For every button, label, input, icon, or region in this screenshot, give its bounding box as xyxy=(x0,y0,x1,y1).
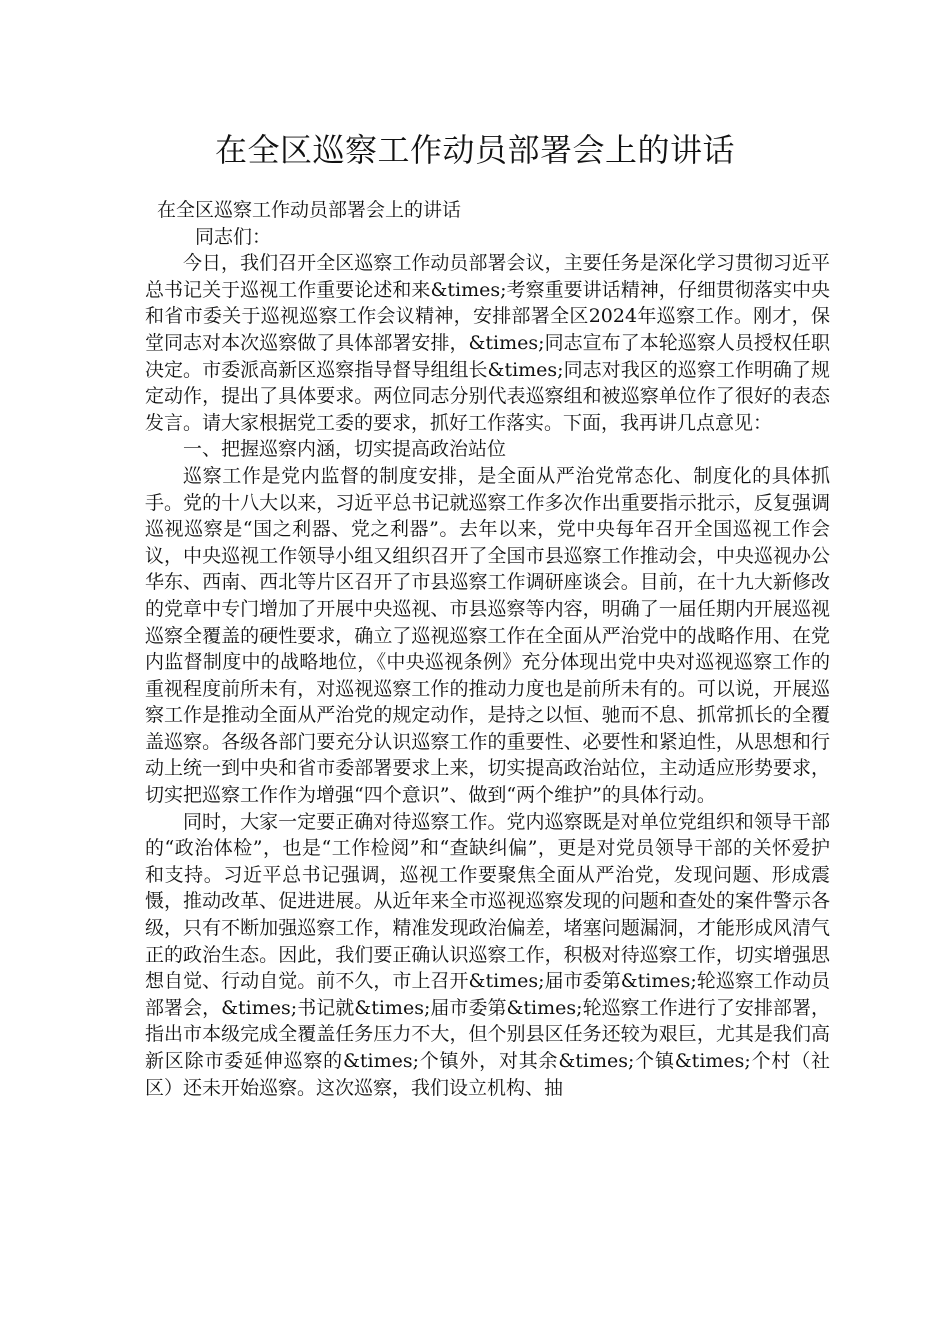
document-title: 在全区巡察工作动员部署会上的讲话 xyxy=(214,131,735,169)
document-subtitle: 在全区巡察工作动员部署会上的讲话 xyxy=(157,199,462,221)
salutation: 同志们： xyxy=(195,225,272,248)
section-heading-1: 一、把握巡察内涵，切实提高政治站位 xyxy=(183,438,507,461)
paragraph-intro: 今日，我们召开全区巡察工作动员部署会议，主要任务是深化学习贯彻习近平总书记关于巡视工作重要论述和来&times;考察重要讲话精神，仔细贯彻落实中央和省市委关于巡视巡察工作会议精神，安排部署全区2024年巡察工作。刚才，保堂同志对本次巡察做了具体部署安排，&times;同志宣布了本轮巡察人员授权任职决定。市委派高新区巡察指导督导组组长&times;同志对我区的巡察工作明确了规定动作，提出了具体要求。两位同志分别代表巡察组和被巡察单位作了很好的表态发言。请大家根据党工委的要求，抓好工作落实。下面，我再讲几点意见： xyxy=(145,252,830,434)
paragraph-section-1-continued: 同时，大家一定要正确对待巡察工作。党内巡察既是对单位党组织和领导干部的“政治体检”，也是“工作检阅”和“查缺纠偏”，更是对党员领导干部的关怀爱护和支持。习近平总书记强调，巡视工作要聚焦全面从严治党，发现问题、形成震慑，推动改革、促进进展。从近年来全市巡视巡察发现的问题和查处的案件警示各级，只有不断加强巡察工作，精准发现政治偏差，堵塞问题漏洞，才能形成风清气正的政治生态。因此，我们要正确认识巡察工作，积极对待巡察工作，切实增强思想自觉、行动自觉。前不久，市上召开&times;届市委第&times;轮巡察工作动员部署会，&times;书记就&times;届市委第&times;轮巡察工作进行了安排部署，指出市本级完成全覆盖任务压力不大，但个别县区任务还较为艰巨，尤其是我们高新区除市委延伸巡察的&times;个镇外，对其余&times;个镇&times;个村（社区）还未开始巡察。这次巡察，我们设立机构、抽 xyxy=(145,810,830,1099)
paragraph-section-1: 巡察工作是党内监督的制度安排，是全面从严治党常态化、制度化的具体抓手。党的十八大以来，习近平总书记就巡察工作多次作出重要指示批示，反复强调巡视巡察是“国之利器、党之利器”。去年以来，党中央每年召开全国巡视工作会议，中央巡视工作领导小组又组织召开了全国市县巡察工作推动会，中央巡视办公华东、西南、西北等片区召开了市县巡察工作调研座谈会。目前，在十九大新修改的党章中专门增加了开展中央巡视、市县巡察等内容，明确了一届任期内开展巡视巡察全覆盖的硬性要求，确立了巡视巡察工作在全面从严治党中的战略作用、在党内监督制度中的战略地位，《中央巡视条例》充分体现出党中央对巡视巡察工作的重视程度前所未有，对巡视巡察工作的推动力度也是前所未有的。可以说，开展巡察工作是推动全面从严治党的规定动作，是持之以恒、驰而不息、抓常抓长的全覆盖巡察。各级各部门要充分认识巡察工作的重要性、必要性和紧迫性，从思想和行动上统一到中央和省市委部署要求上来，切实提高政治站位，主动适应形势要求，切实把巡察工作作为增强“四个意识”、做到“两个维护”的具体行动。 xyxy=(145,464,830,807)
document-body xyxy=(145,197,830,1101)
